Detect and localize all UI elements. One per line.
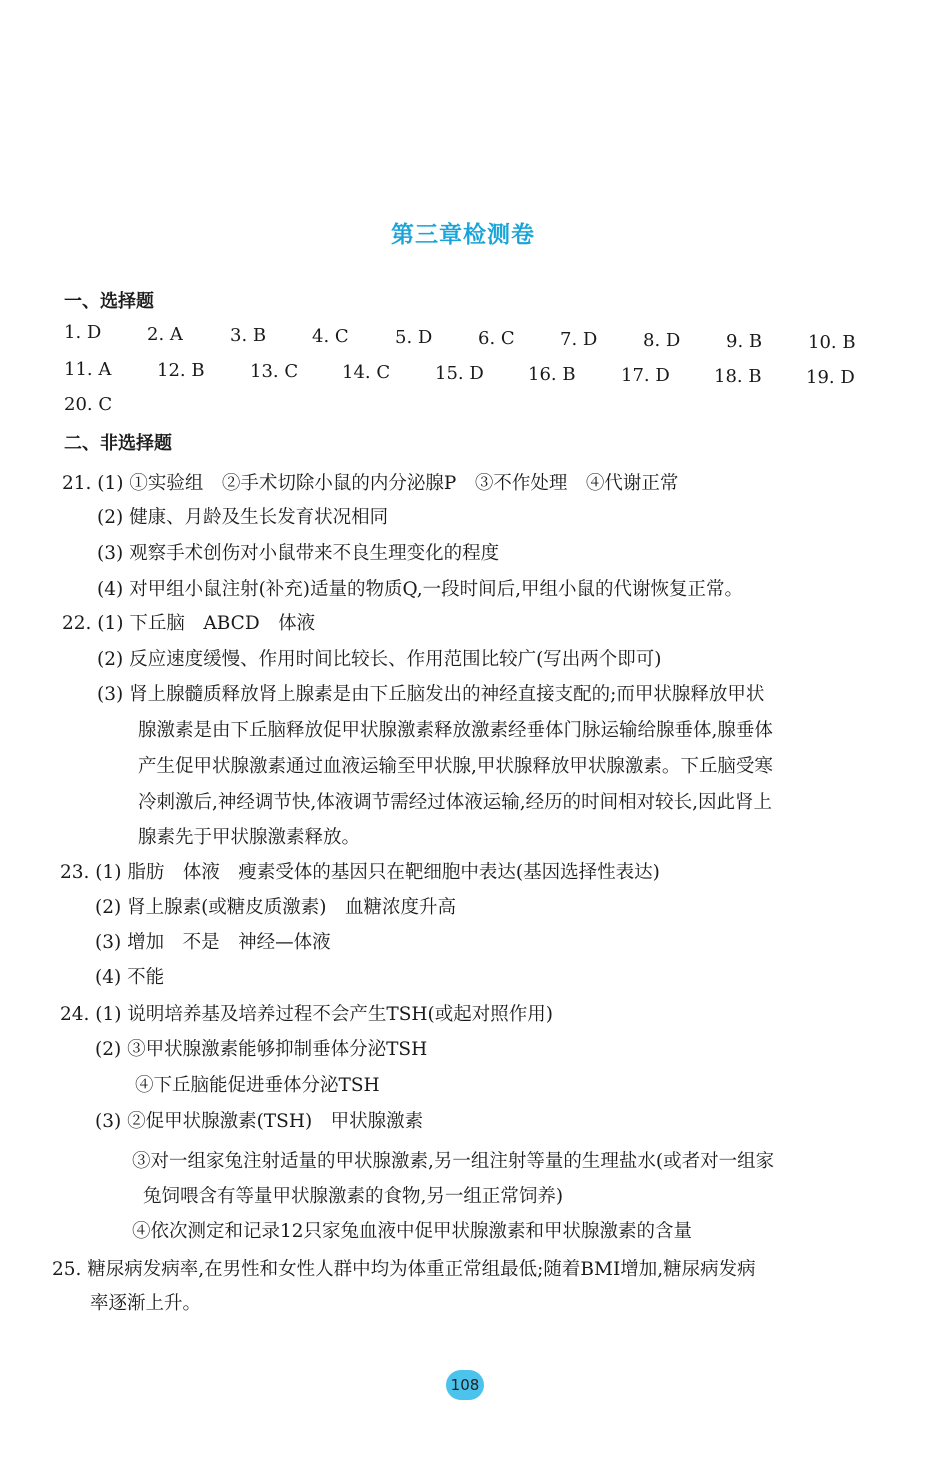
mc-answer: 7. D: [560, 329, 598, 350]
mc-answer: 3. B: [230, 325, 267, 346]
answer-line-24-3-cont: ③对一组家兔注射适量的甲状腺激素,另一组注射等量的生理盐水(或者对一组家: [132, 1151, 775, 1172]
mc-answer: 11. A: [64, 359, 112, 380]
answer-line-23-2: (2) 肾上腺素(或糖皮质激素) 血糖浓度升高: [95, 897, 457, 918]
answer-line-23-4: (4) 不能: [95, 967, 165, 988]
answer-line-24-2: (2) ③甲状腺激素能够抑制垂体分泌TSH: [95, 1039, 428, 1060]
mc-answer: 10. B: [808, 332, 856, 353]
answer-line-22-3-cont: 产生促甲状腺激素通过血液运输至甲状腺,甲状腺释放甲状腺激素。下丘脑受寒: [138, 756, 773, 777]
answer-line-22-3-cont: 冷刺激后,神经调节快,体液调节需经过体液运输,经历的时间相对较长,因此肾上: [138, 792, 773, 813]
answer-line-21-4: (4) 对甲组小鼠注射(补充)适量的物质Q,一段时间后,甲组小鼠的代谢恢复正常。: [97, 579, 744, 600]
answer-line-24-3-cont: ④依次测定和记录12只家兔血液中促甲状腺激素和甲状腺激素的含量: [132, 1221, 693, 1242]
answer-line-22-1: 22. (1) 下丘脑 ABCD 体液: [62, 613, 316, 634]
mc-answer: 4. C: [312, 326, 349, 347]
section-heading-non-multiple-choice: 二、非选择题: [64, 433, 172, 454]
answer-line-21-2: (2) 健康、月龄及生长发育状况相同: [97, 507, 389, 528]
answer-line-24-1: 24. (1) 说明培养基及培养过程不会产生TSH(或起对照作用): [60, 1004, 553, 1025]
mc-answer: 1. D: [64, 322, 102, 343]
answer-line-25-cont: 率逐渐上升。: [90, 1293, 202, 1314]
answer-line-22-3: (3) 肾上腺髓质释放肾上腺素是由下丘脑发出的神经直接支配的;而甲状腺释放甲状: [97, 684, 765, 705]
answer-line-23-1: 23. (1) 脂肪 体液 瘦素受体的基因只在靶细胞中表达(基因选择性表达): [60, 862, 660, 883]
mc-answer: 20. C: [64, 394, 113, 415]
mc-answer: 13. C: [250, 361, 299, 382]
mc-answer: 18. B: [714, 366, 762, 387]
mc-answer: 5. D: [395, 327, 433, 348]
mc-answer: 14. C: [342, 362, 391, 383]
answer-line-24-3-cont: 兔饲喂含有等量甲状腺激素的食物,另一组正常饲养): [143, 1186, 564, 1207]
mc-answer: 16. B: [528, 364, 576, 385]
mc-answer: 6. C: [478, 328, 515, 349]
answer-line-21-1: 21. (1) ①实验组 ②手术切除小鼠的内分泌腺P ③不作处理 ④代谢正常: [62, 473, 679, 494]
mc-answer: 2. A: [147, 324, 183, 345]
mc-answer: 15. D: [435, 363, 484, 384]
answer-line-23-3: (3) 增加 不是 神经—体液: [95, 932, 331, 953]
mc-answer: 19. D: [806, 367, 855, 388]
answer-line-24-2-cont: ④下丘脑能促进垂体分泌TSH: [135, 1075, 380, 1096]
section-heading-multiple-choice: 一、选择题: [64, 291, 154, 312]
answer-line-25: 25. 糖尿病发病率,在男性和女性人群中均为体重正常组最低;随着BMI增加,糖尿病发病: [52, 1259, 756, 1280]
answer-line-22-3-cont: 腺激素是由下丘脑释放促甲状腺激素释放激素经垂体门脉运输给腺垂体,腺垂体: [138, 720, 773, 741]
page-title: 第三章检测卷: [391, 222, 535, 248]
mc-answer: 17. D: [621, 365, 670, 386]
answer-line-22-2: (2) 反应速度缓慢、作用时间比较长、作用范围比较广(写出两个即可): [97, 649, 662, 670]
answer-line-24-3: (3) ②促甲状腺激素(TSH) 甲状腺激素: [95, 1111, 424, 1132]
answer-line-22-3-cont: 腺素先于甲状腺激素释放。: [138, 827, 361, 848]
mc-answer: 9. B: [726, 331, 763, 352]
page-number-badge: 108: [446, 1370, 484, 1400]
mc-answer: 12. B: [157, 360, 205, 381]
answer-line-21-3: (3) 观察手术创伤对小鼠带来不良生理变化的程度: [97, 543, 500, 564]
mc-answer: 8. D: [643, 330, 681, 351]
